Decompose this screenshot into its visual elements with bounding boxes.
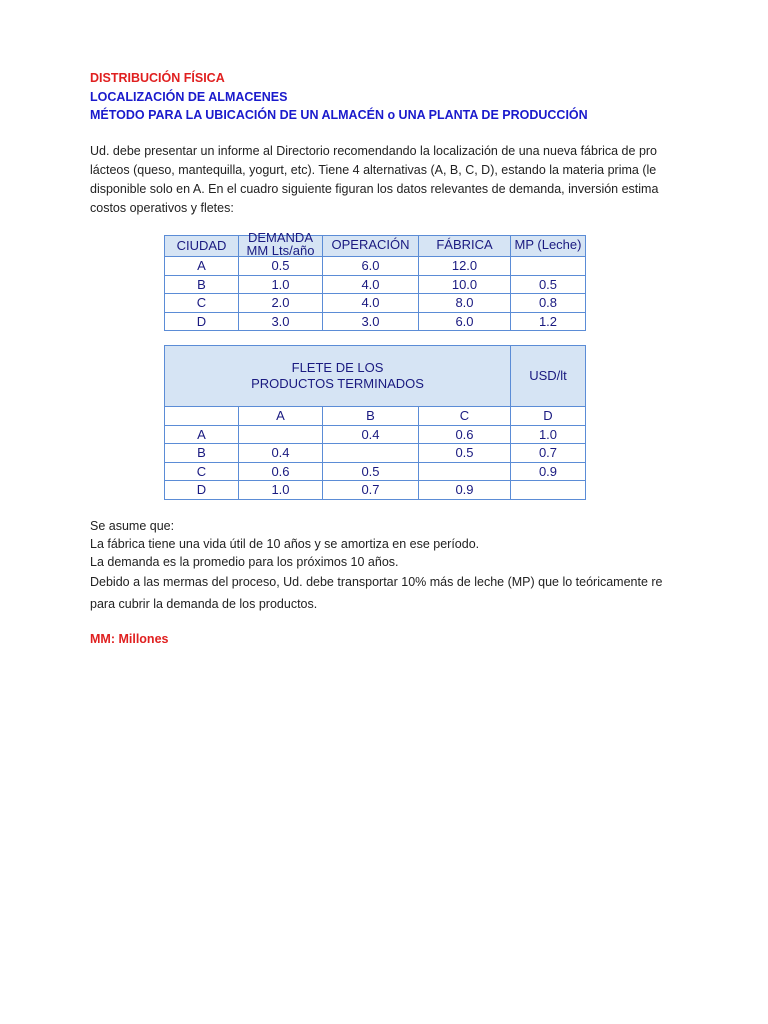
col-header-cell: C <box>419 407 511 426</box>
data-table <box>164 230 586 331</box>
footnote-mm: MM: Millones <box>90 632 169 646</box>
table-row <box>165 312 586 331</box>
table-cell: 0.7 <box>323 481 419 500</box>
table-cell: A <box>165 425 239 444</box>
table-row <box>165 462 586 481</box>
table-cell: 4.0 <box>323 275 419 294</box>
assumption-line: Se asume que: <box>90 519 175 533</box>
col-header-cell <box>165 407 239 426</box>
title-distribucion: DISTRIBUCIÓN FÍSICA <box>90 71 225 85</box>
table-cell <box>419 462 511 481</box>
table-cell: A <box>165 257 239 276</box>
header-cell: MP (Leche) <box>511 236 586 257</box>
table-row <box>165 444 586 463</box>
table-header-row <box>165 236 586 257</box>
table-cell: 0.6 <box>239 462 323 481</box>
table-cell: 0.5 <box>511 275 586 294</box>
intro-line: costos operativos y fletes: <box>90 201 234 215</box>
table-cell: 1.0 <box>239 481 323 500</box>
table-cell: 3.0 <box>239 312 323 331</box>
assumption-line: La fábrica tiene una vida útil de 10 años y se amortiza en ese período. <box>90 537 480 551</box>
intro-line: Ud. debe presentar un informe al Directorio recomendando la localización de una nueva fábrica de pro <box>90 144 658 158</box>
table-cell: 12.0 <box>419 257 511 276</box>
col-header-cell: D <box>511 407 586 426</box>
unit-cell: USD/lt <box>511 346 586 407</box>
header-cell: DEMANDA MM Lts/año <box>239 236 323 257</box>
table-cell: 4.0 <box>323 294 419 313</box>
table-cell: 10.0 <box>419 275 511 294</box>
table-cell <box>511 257 586 276</box>
table-cell: 0.5 <box>419 444 511 463</box>
table-row <box>165 425 586 444</box>
table-row <box>165 481 586 500</box>
table-cell <box>239 425 323 444</box>
freight-title-line: PRODUCTOS TERMINADOS <box>251 376 424 391</box>
table-cell: 8.0 <box>419 294 511 313</box>
table-row <box>165 275 586 294</box>
table-row <box>165 257 586 276</box>
table-cell: 2.0 <box>239 294 323 313</box>
table-cell: C <box>165 462 239 481</box>
table-cell: 0.8 <box>511 294 586 313</box>
freight-title-line: FLETE DE LOS <box>291 360 384 375</box>
table-cell: 1.0 <box>239 275 323 294</box>
assumption-line: para cubrir la demanda de los productos. <box>90 597 318 611</box>
table-cell: D <box>165 481 239 500</box>
table-cell: B <box>165 275 239 294</box>
table-cell: 3.0 <box>323 312 419 331</box>
table-cell: 0.5 <box>323 462 419 481</box>
intro-line: lácteos (queso, mantequilla, yogurt, etc). Tiene 4 alternativas (A, B, C, D), estando la materia prima (le <box>90 163 657 177</box>
col-header-cell: A <box>239 407 323 426</box>
table-cell: 0.5 <box>239 257 323 276</box>
table-cell: C <box>165 294 239 313</box>
table-col-header-row <box>165 407 586 426</box>
table-cell: D <box>165 312 239 331</box>
table-cell: 0.9 <box>511 462 586 481</box>
intro-line: disponible solo en A. En el cuadro siguiente figuran los datos relevantes de demanda, inversión estima <box>90 182 659 196</box>
assumption-line: La demanda es la promedio para los próximos 10 años. <box>90 555 399 569</box>
intro-paragraph <box>90 142 662 218</box>
freight-table <box>164 345 586 500</box>
title-localizacion: LOCALIZACIÓN DE ALMACENES <box>90 90 288 104</box>
table-cell: 1.0 <box>511 425 586 444</box>
table-cell <box>511 481 586 500</box>
table-cell: 0.4 <box>239 444 323 463</box>
header-cell: OPERACIÓN <box>323 236 419 257</box>
table-cell: 1.2 <box>511 312 586 331</box>
table-cell: 6.0 <box>323 257 419 276</box>
table-cell: 0.9 <box>419 481 511 500</box>
table-cell: 0.4 <box>323 425 419 444</box>
table-row <box>165 294 586 313</box>
freight-title-cell <box>165 346 511 407</box>
assumption-line: Debido a las mermas del proceso, Ud. debe transportar 10% más de leche (MP) que lo teóricamente re <box>90 575 663 589</box>
title-metodo: MÉTODO PARA LA UBICACIÓN DE UN ALMACÉN o UNA PLANTA DE PRODUCCIÓN <box>90 108 588 122</box>
header-cell: FÁBRICA <box>419 236 511 257</box>
table-header-row <box>165 346 586 407</box>
table-cell: B <box>165 444 239 463</box>
table-cell: 6.0 <box>419 312 511 331</box>
assumptions-block <box>90 517 662 615</box>
header-cell: CIUDAD <box>165 236 239 257</box>
table-cell: 0.7 <box>511 444 586 463</box>
table-cell: 0.6 <box>419 425 511 444</box>
col-header-cell: B <box>323 407 419 426</box>
table-cell <box>323 444 419 463</box>
